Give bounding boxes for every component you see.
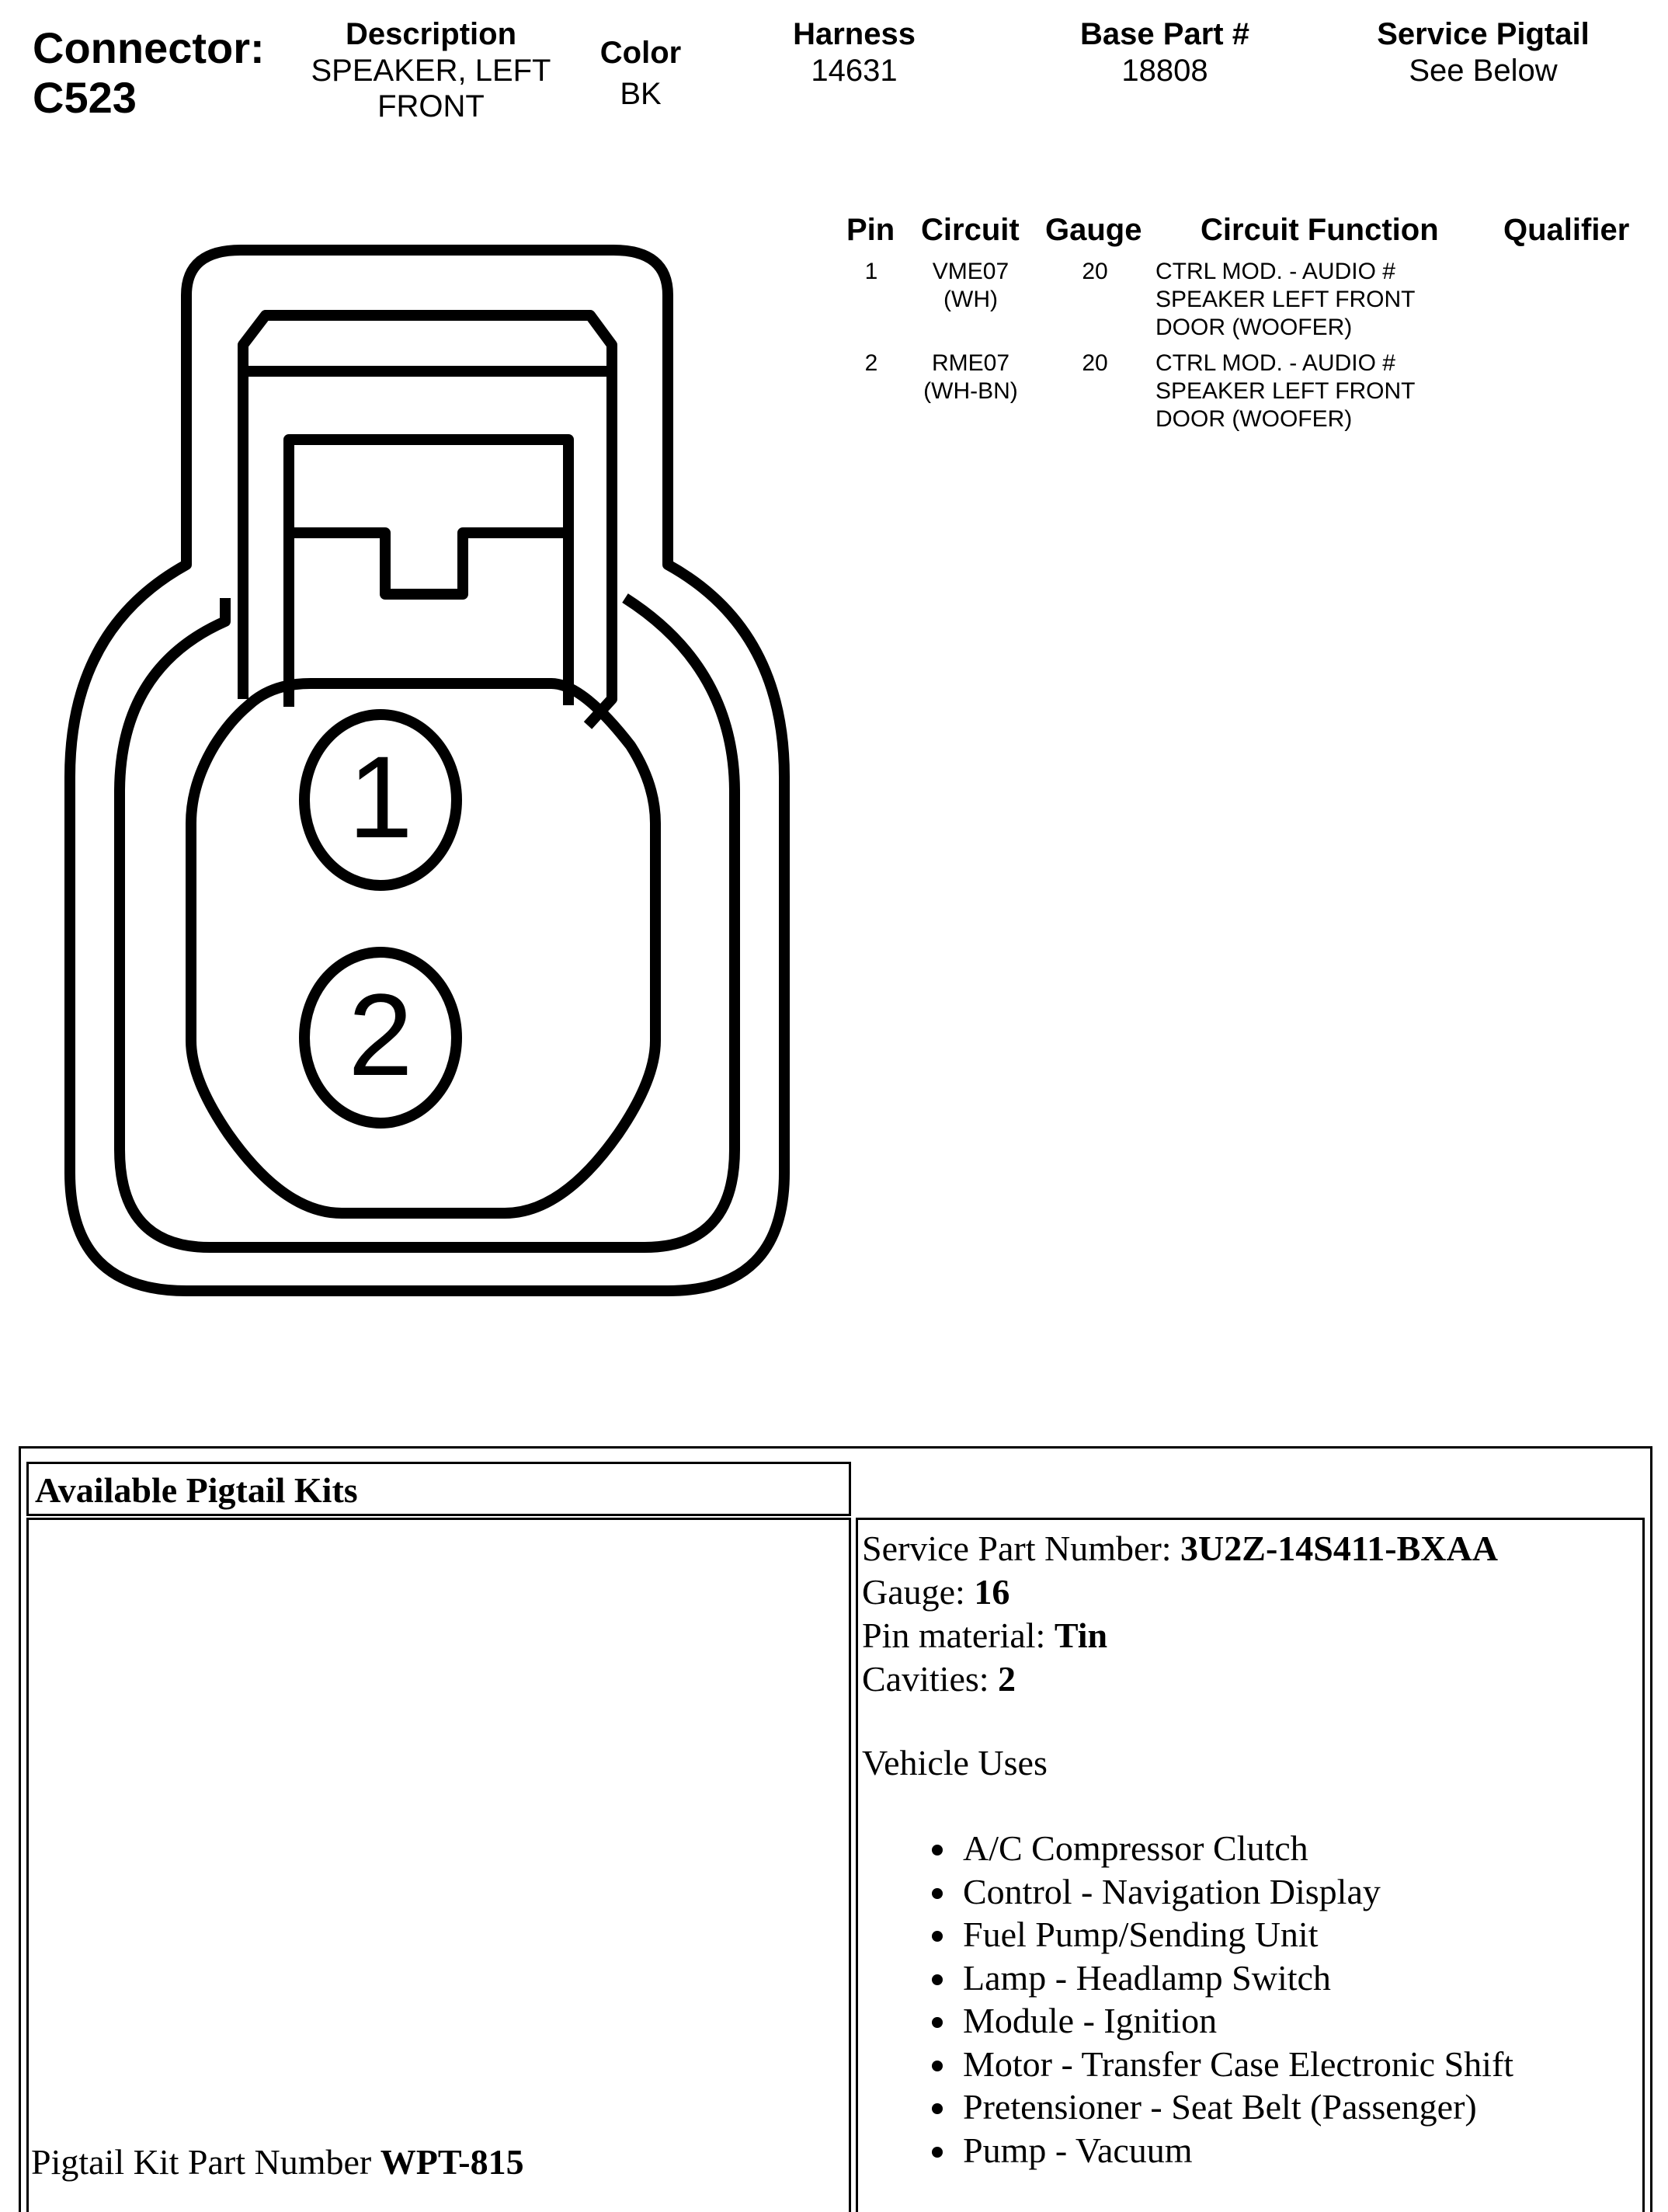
description-label: Description — [345, 17, 517, 51]
col-header-circuit-function: Circuit Function — [1201, 213, 1439, 247]
terminal-body — [191, 683, 655, 1213]
available-pigtail-kits-header — [26, 1462, 851, 1516]
service-part-label: Service Part Number: — [862, 1529, 1172, 1568]
col-header-qualifier: Qualifier — [1503, 213, 1630, 247]
col-header-gauge: Gauge — [1045, 213, 1142, 247]
gauge-label: Gauge: — [862, 1572, 965, 1612]
cavities-label: Cavities: — [862, 1659, 989, 1699]
connector-label: Connector: — [33, 23, 265, 72]
pin-number: 2 — [864, 350, 878, 376]
connector-id: C523 — [33, 73, 137, 122]
section-title: Available Pigtail Kits — [35, 1470, 358, 1510]
connector-title — [33, 23, 265, 123]
vehicle-uses-label: Vehicle Uses — [862, 1743, 1048, 1782]
list-item: • A/C Compressor Clutch — [958, 1827, 1513, 1870]
circuit-color: (WH) — [943, 287, 998, 312]
base-part-value: 18808 — [1121, 54, 1208, 88]
description-line-1: SPEAKER, LEFT — [311, 54, 551, 88]
housing-outer-outline — [70, 250, 784, 1291]
pigtail-kit-part-number — [31, 2141, 524, 2184]
col-header-circuit: Circuit — [921, 213, 1020, 247]
service-part-value: 3U2Z-14S411-BXAA — [1180, 1529, 1498, 1568]
list-item: • Control - Navigation Display — [958, 1870, 1513, 1914]
list-item: • Pretensioner - Seat Belt (Passenger) — [958, 2085, 1513, 2129]
col-header-pin: Pin — [846, 213, 895, 247]
pin-material-line — [862, 1614, 1107, 1657]
harness-column — [745, 16, 963, 89]
cavity-2-label: 2 — [348, 969, 413, 1100]
pin-number: 1 — [864, 259, 878, 284]
lock-tab-frame — [243, 315, 612, 725]
list-item: • Module - Ignition — [958, 1999, 1513, 2043]
circuit-code: RME07 — [931, 350, 1010, 376]
description-column — [295, 16, 567, 124]
gauge-line — [862, 1570, 1009, 1614]
circuit-color: (WH-BN) — [923, 378, 1018, 404]
service-pigtail-column — [1351, 16, 1615, 89]
list-item: • Lamp - Headlamp Switch — [958, 1956, 1513, 2000]
kit-number: WPT-815 — [380, 2142, 524, 2182]
harness-label: Harness — [793, 17, 916, 51]
color-label: Color — [599, 36, 682, 70]
description-line-2: FRONT — [377, 89, 485, 123]
cavity-1-label: 1 — [348, 732, 413, 862]
cavities-value: 2 — [998, 1659, 1016, 1699]
list-item: • Pump - Vacuum — [958, 2129, 1513, 2172]
kit-label: Pigtail Kit Part Number — [31, 2142, 372, 2182]
circuit-function-line: DOOR (WOOFER) — [1155, 406, 1353, 432]
gauge: 20 — [1082, 259, 1108, 284]
color-column — [575, 34, 707, 112]
base-part-column — [1041, 16, 1289, 89]
circuit-function-line: CTRL MOD. - AUDIO # — [1155, 350, 1395, 376]
circuit-code: VME07 — [932, 259, 1009, 284]
service-pigtail-label: Service Pigtail — [1377, 17, 1590, 51]
cavities-line — [862, 1657, 1016, 1701]
connector-face-diagram — [47, 233, 808, 1320]
circuit-function-line: SPEAKER LEFT FRONT — [1155, 378, 1416, 404]
list-item: • Fuel Pump/Sending Unit — [958, 1913, 1513, 1956]
pin-material-label: Pin material: — [862, 1616, 1046, 1655]
base-part-label: Base Part # — [1080, 17, 1249, 51]
service-part-number-line — [862, 1527, 1498, 1570]
gauge-value: 16 — [974, 1572, 1010, 1612]
gauge: 20 — [1082, 350, 1108, 376]
color-value: BK — [620, 77, 662, 111]
circuit-function-line: CTRL MOD. - AUDIO # — [1155, 259, 1395, 284]
circuit-function-line: SPEAKER LEFT FRONT — [1155, 287, 1416, 312]
harness-value: 14631 — [811, 54, 898, 88]
lock-window — [289, 440, 568, 707]
vehicle-uses-list — [901, 1827, 1513, 2172]
list-item: • Motor - Transfer Case Electronic Shift — [958, 2043, 1513, 2086]
lock-notch — [289, 533, 568, 594]
circuit-function-line: DOOR (WOOFER) — [1155, 315, 1353, 340]
housing-inner-outline — [120, 598, 735, 1247]
service-pigtail-value: See Below — [1409, 54, 1558, 88]
pin-material-value: Tin — [1054, 1616, 1108, 1655]
pigtail-image-cell — [26, 1518, 851, 2212]
